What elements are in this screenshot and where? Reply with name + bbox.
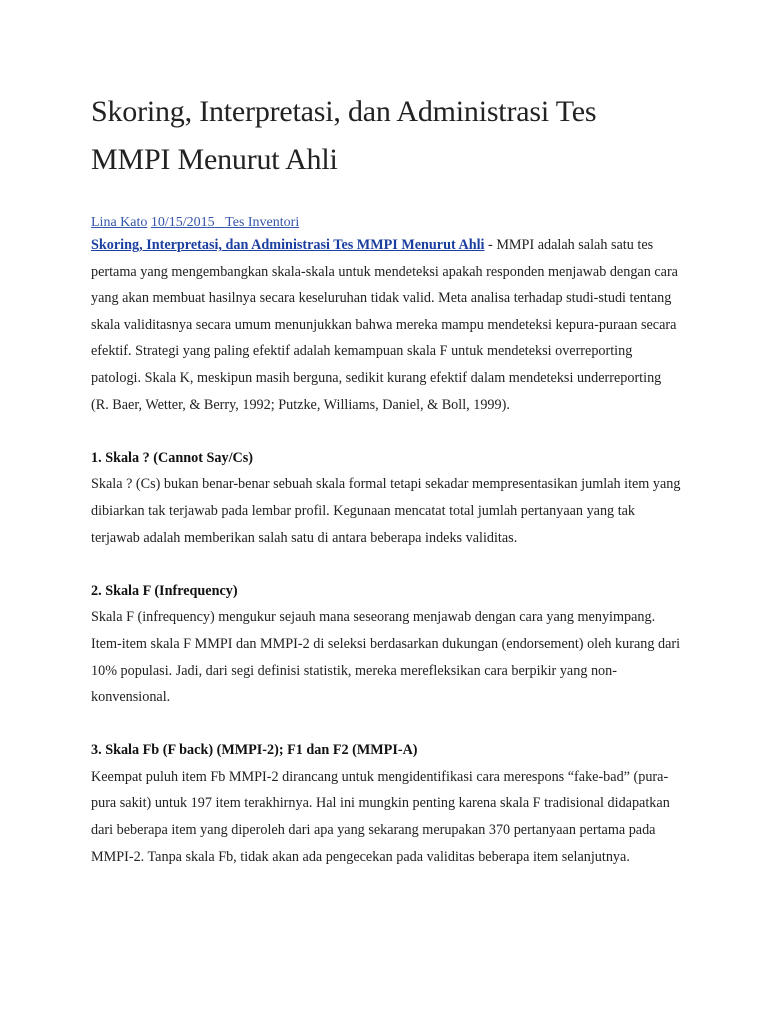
author-link[interactable]: Lina Kato: [91, 215, 148, 230]
date-link[interactable]: 10/15/2015: [150, 215, 215, 230]
section-2: [91, 578, 681, 711]
section-heading: 2. Skala F (Infrequency): [91, 582, 238, 599]
spacer: [91, 551, 681, 578]
intro-title-link[interactable]: Skoring, Interpretasi, dan Administrasi Tes MMPI Menurut Ahli: [91, 237, 485, 253]
section-1: [91, 445, 681, 551]
section-text: Keempat puluh item Fb MMPI-2 dirancang untuk mengidentifikasi cara merespons “fake-bad” (pura-pura sakit) untuk 197 item terakhirnya. Hal ini mungkin penting karena skala F tradisional didapatkan dari beberapa item yang diperoleh dari apa yang sekarang merupakan 370 pertanyaan pertama pada MMPI-2. Tanpa skala Fb, tidak akan ada pengecekan pada validitas beberapa item selanjutnya.: [91, 768, 670, 865]
section-text: Skala ? (Cs) bukan benar-benar sebuah skala formal tetapi sekadar mempresentasikan jumlah item yang dibiarkan tak terjawab pada lembar profil. Kegunaan mencatat total jumlah pertanyaan yang tak terjawab adalah memberikan salah satu di antara beberapa indeks validitas.: [91, 476, 681, 546]
article: [91, 0, 681, 870]
section-heading: 1. Skala ? (Cannot Say/Cs): [91, 449, 254, 466]
section-text: Skala F (infrequency) mengukur sejauh mana seseorang menjawab dengan cara yang menyimpang. Item-item skala F MMPI dan MMPI-2 di seleksi berdasarkan dukungan (endorsement) oleh kurang dari 10% populasi. Jadi, dari segi definisi statistik, mereka merefleksikan cara berpikir yang non-konvensional.: [91, 609, 681, 706]
spacer: [91, 711, 681, 738]
section-3: [91, 737, 681, 870]
category-link[interactable]: Tes Inventori: [225, 215, 300, 230]
article-title: Skoring, Interpretasi, dan Administrasi Tes MMPI Menurut Ahli: [91, 95, 597, 176]
meta-separator: [215, 215, 226, 230]
spacer: [91, 418, 681, 445]
intro-text: - MMPI adalah salah satu tes pertama yang mengembangkan skala-skala untuk mendeteksi apakah responden menjawab dengan cara yang akan membuat hasilnya secara keseluruhan tidak valid. Meta analisa terhadap studi-studi tentang skala validitasnya secara umum menunjukkan bahwa mereka mampu mendeteksi kepura-puraan secara efektif. Strategi yang paling efektif adalah kemampuan skala F untuk mendeteksi overreporting patologi. Skala K, meskipun masih berguna, sedikit kurang efektif dalam mendeteksi underreporting (R. Baer, Wetter, & Berry, 1992; Putzke, Williams, Daniel, & Boll, 1999).: [91, 237, 678, 413]
section-heading: 3. Skala Fb (F back) (MMPI-2); F1 dan F2 (MMPI-A): [91, 742, 418, 759]
article-meta: [91, 214, 681, 232]
intro-paragraph: [91, 232, 681, 418]
